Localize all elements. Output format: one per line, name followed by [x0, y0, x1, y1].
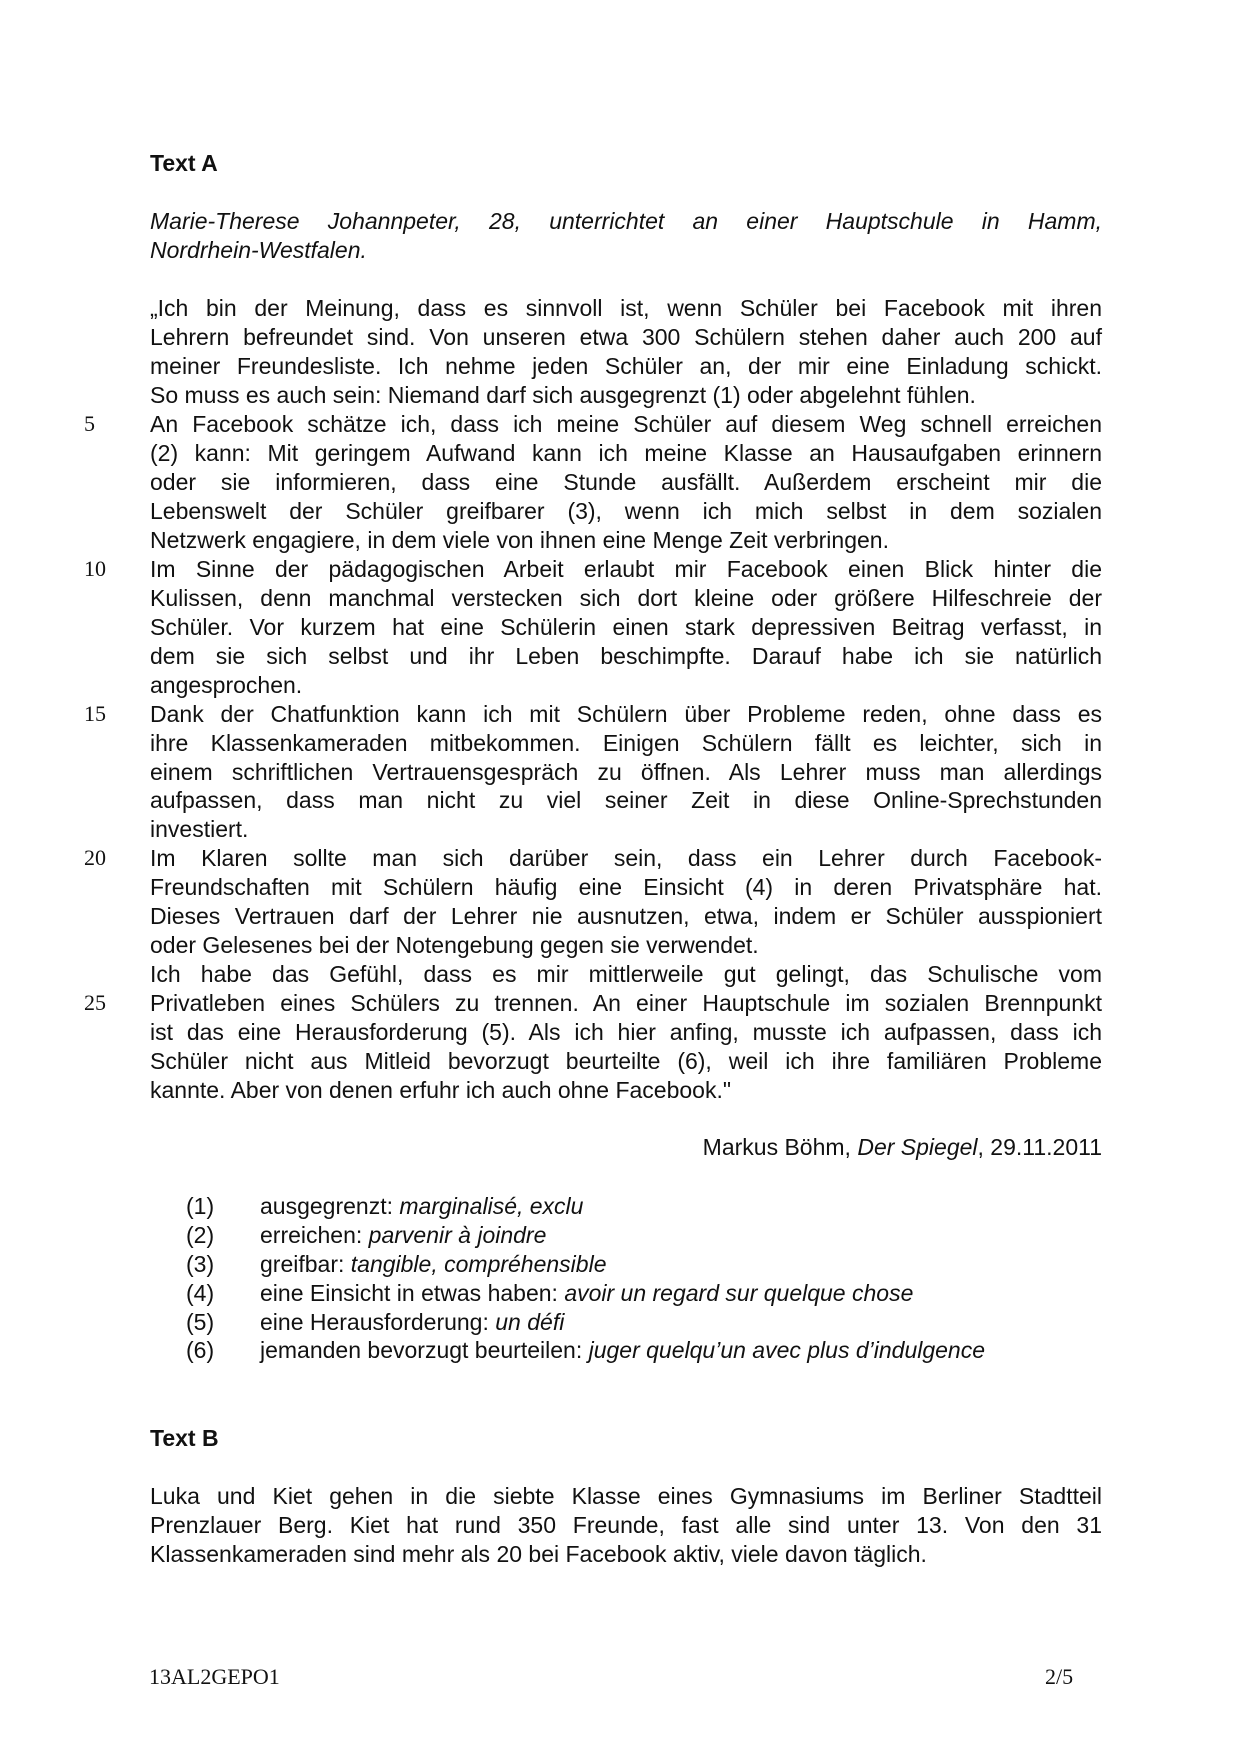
body-line: ist das eine Herausforderung (5). Als ich hier anfing, musste ich aufpassen, dass ich — [150, 1019, 1102, 1046]
footnotes — [186, 1192, 985, 1365]
line-number: 20 — [84, 845, 106, 871]
line-number: 5 — [84, 410, 95, 436]
line-number: 10 — [84, 555, 106, 581]
footnote — [186, 1192, 985, 1221]
footnote-translation: juger quelqu’un avec plus d’indulgence — [588, 1337, 986, 1364]
footnote — [186, 1279, 985, 1308]
footnote-term: erreichen: — [260, 1221, 369, 1248]
footnote-translation: marginalisé, exclu — [399, 1193, 584, 1219]
line-number: 25 — [84, 990, 106, 1016]
text-b-line: Prenzlauer Berg. Kiet hat rund 350 Freunde, fast alle sind unter 13. Von den 31 — [150, 1511, 1102, 1538]
footnote-term: greifbar: — [260, 1250, 351, 1277]
body-line: Schüler nicht aus Mitleid bevorzugt beurteilte (6), weil ich ihre familiären Probleme — [150, 1048, 1102, 1075]
body-line: So muss es auch sein: Niemand darf sich ausgegrenzt (1) oder abgelehnt fühlen. — [150, 381, 976, 408]
text-b-heading: Text B — [150, 1425, 219, 1451]
body-line: einem schriftlichen Vertrauensgespräch zu öffnen. Als Lehrer muss man allerdings — [150, 758, 1102, 785]
body-line: meiner Freundesliste. Ich nehme jeden Schüler an, der mir eine Einladung schickt. — [150, 352, 1102, 379]
body-line: investiert. — [150, 816, 249, 843]
footnote-term: eine Einsicht in etwas haben: — [260, 1279, 565, 1306]
footnote-number: (3) — [186, 1250, 215, 1277]
signature — [703, 1134, 1102, 1161]
text-b-line: Luka und Kiet gehen in die siebte Klasse eines Gymnasiums im Berliner Stadtteil — [150, 1483, 1102, 1509]
body-line: ihre Klassenkameraden mitbekommen. Einigen Schülern fällt es leichter, sich in — [150, 729, 1102, 756]
intro-line: Marie-Therese Johannpeter, 28, unterrichtet an einer Hauptschule in Hamm, — [150, 208, 1102, 234]
text-a-intro — [150, 207, 1102, 265]
body-line: oder Gelesenes bei der Notengebung gegen sie verwendet. — [150, 932, 759, 959]
footnote-translation: parvenir à joindre — [368, 1221, 547, 1248]
body-line: Dieses Vertrauen darf der Lehrer nie ausnutzen, etwa, indem er Schüler ausspioniert — [150, 903, 1102, 930]
signature-source: Der Spiegel — [857, 1134, 978, 1160]
footnote-term: jemanden bevorzugt beurteilen: — [260, 1337, 589, 1364]
document-code: 13AL2GEPO1 — [149, 1664, 280, 1689]
footnote-number: (5) — [186, 1308, 215, 1335]
footnote-translation: un défi — [495, 1308, 565, 1335]
intro-line: Nordrhein-Westfalen. — [150, 237, 367, 263]
line-number: 15 — [84, 700, 106, 726]
footnote — [186, 1250, 985, 1279]
footnote-number: (6) — [186, 1337, 215, 1364]
body-line: Lehrern befreundet sind. Von unseren etwa 300 Schülern stehen daher auch 200 auf — [150, 323, 1102, 350]
body-line: Freundschaften mit Schülern häufig eine Einsicht (4) in deren Privatsphäre hat. — [150, 874, 1102, 901]
text-b-body — [150, 1482, 1102, 1569]
body-line: Im Sinne der pädagogischen Arbeit erlaubt mir Facebook einen Blick hinter die 10 — [84, 555, 1102, 582]
footnote-term: eine Herausforderung: — [260, 1308, 496, 1335]
footnote-number: (2) — [186, 1221, 215, 1248]
body-line: dem sie sich selbst und ihr Leben beschimpfte. Darauf habe ich sie natürlich — [150, 642, 1102, 669]
footnote-translation: tangible, compréhensible — [350, 1250, 607, 1277]
footnote-number: (4) — [186, 1279, 215, 1306]
footnote-translation: avoir un regard sur quelque chose — [564, 1279, 914, 1306]
footnote — [186, 1336, 985, 1365]
footnote-number: (1) — [186, 1193, 215, 1219]
text-b-line: Klassenkameraden sind mehr als 20 bei Facebook aktiv, viele davon täglich. — [150, 1540, 927, 1567]
text-a-body — [84, 294, 1102, 1105]
signature-author: Markus Böhm, — [702, 1134, 858, 1160]
page-number: 2/5 — [1045, 1664, 1074, 1689]
body-line: oder sie informieren, dass eine Stunde ausfällt. Außerdem erscheint mir die — [150, 468, 1102, 495]
signature-date: , 29.11.2011 — [977, 1134, 1102, 1160]
body-line: Schüler. Vor kurzem hat eine Schülerin einen stark depressiven Beitrag verfasst, in — [150, 613, 1102, 640]
footnote-term: ausgegrenzt: — [260, 1193, 400, 1219]
body-line: Dank der Chatfunktion kann ich mit Schülern über Probleme reden, ohne dass es 15 — [84, 700, 1102, 727]
body-line: aufpassen, dass man nicht zu viel seiner Zeit in diese Online-Sprechstunden — [150, 787, 1102, 814]
body-line: Kulissen, denn manchmal verstecken sich dort kleine oder größere Hilfeschreie der — [150, 584, 1102, 611]
body-line: Lebenswelt der Schüler greifbarer (3), wenn ich mich selbst in dem sozialen — [150, 497, 1102, 524]
footnote — [186, 1308, 985, 1337]
body-line: An Facebook schätze ich, dass ich meine Schüler auf diesem Weg schnell erreichen 5 — [84, 410, 1102, 437]
body-line: Privatleben eines Schülers zu trennen. An einer Hauptschule im sozialen Brennpunkt 25 — [84, 990, 1102, 1017]
body-line: (2) kann: Mit geringem Aufwand kann ich meine Klasse an Hausaufgaben erinnern — [150, 439, 1102, 466]
body-line: Netzwerk engagiere, in dem viele von ihnen eine Menge Zeit verbringen. — [150, 526, 889, 553]
footnote — [186, 1221, 985, 1250]
body-line: kannte. Aber von denen erfuhr ich auch ohne Facebook." — [150, 1077, 732, 1104]
body-line: Im Klaren sollte man sich darüber sein, dass ein Lehrer durch Facebook- 20 — [84, 845, 1102, 872]
body-line: Ich habe das Gefühl, dass es mir mittlerweile gut gelingt, das Schulische vom — [150, 961, 1102, 988]
text-a-heading: Text A — [150, 150, 218, 176]
body-line: „Ich bin der Meinung, dass es sinnvoll ist, wenn Schüler bei Facebook mit ihren — [150, 295, 1102, 321]
body-line: angesprochen. — [150, 671, 303, 698]
